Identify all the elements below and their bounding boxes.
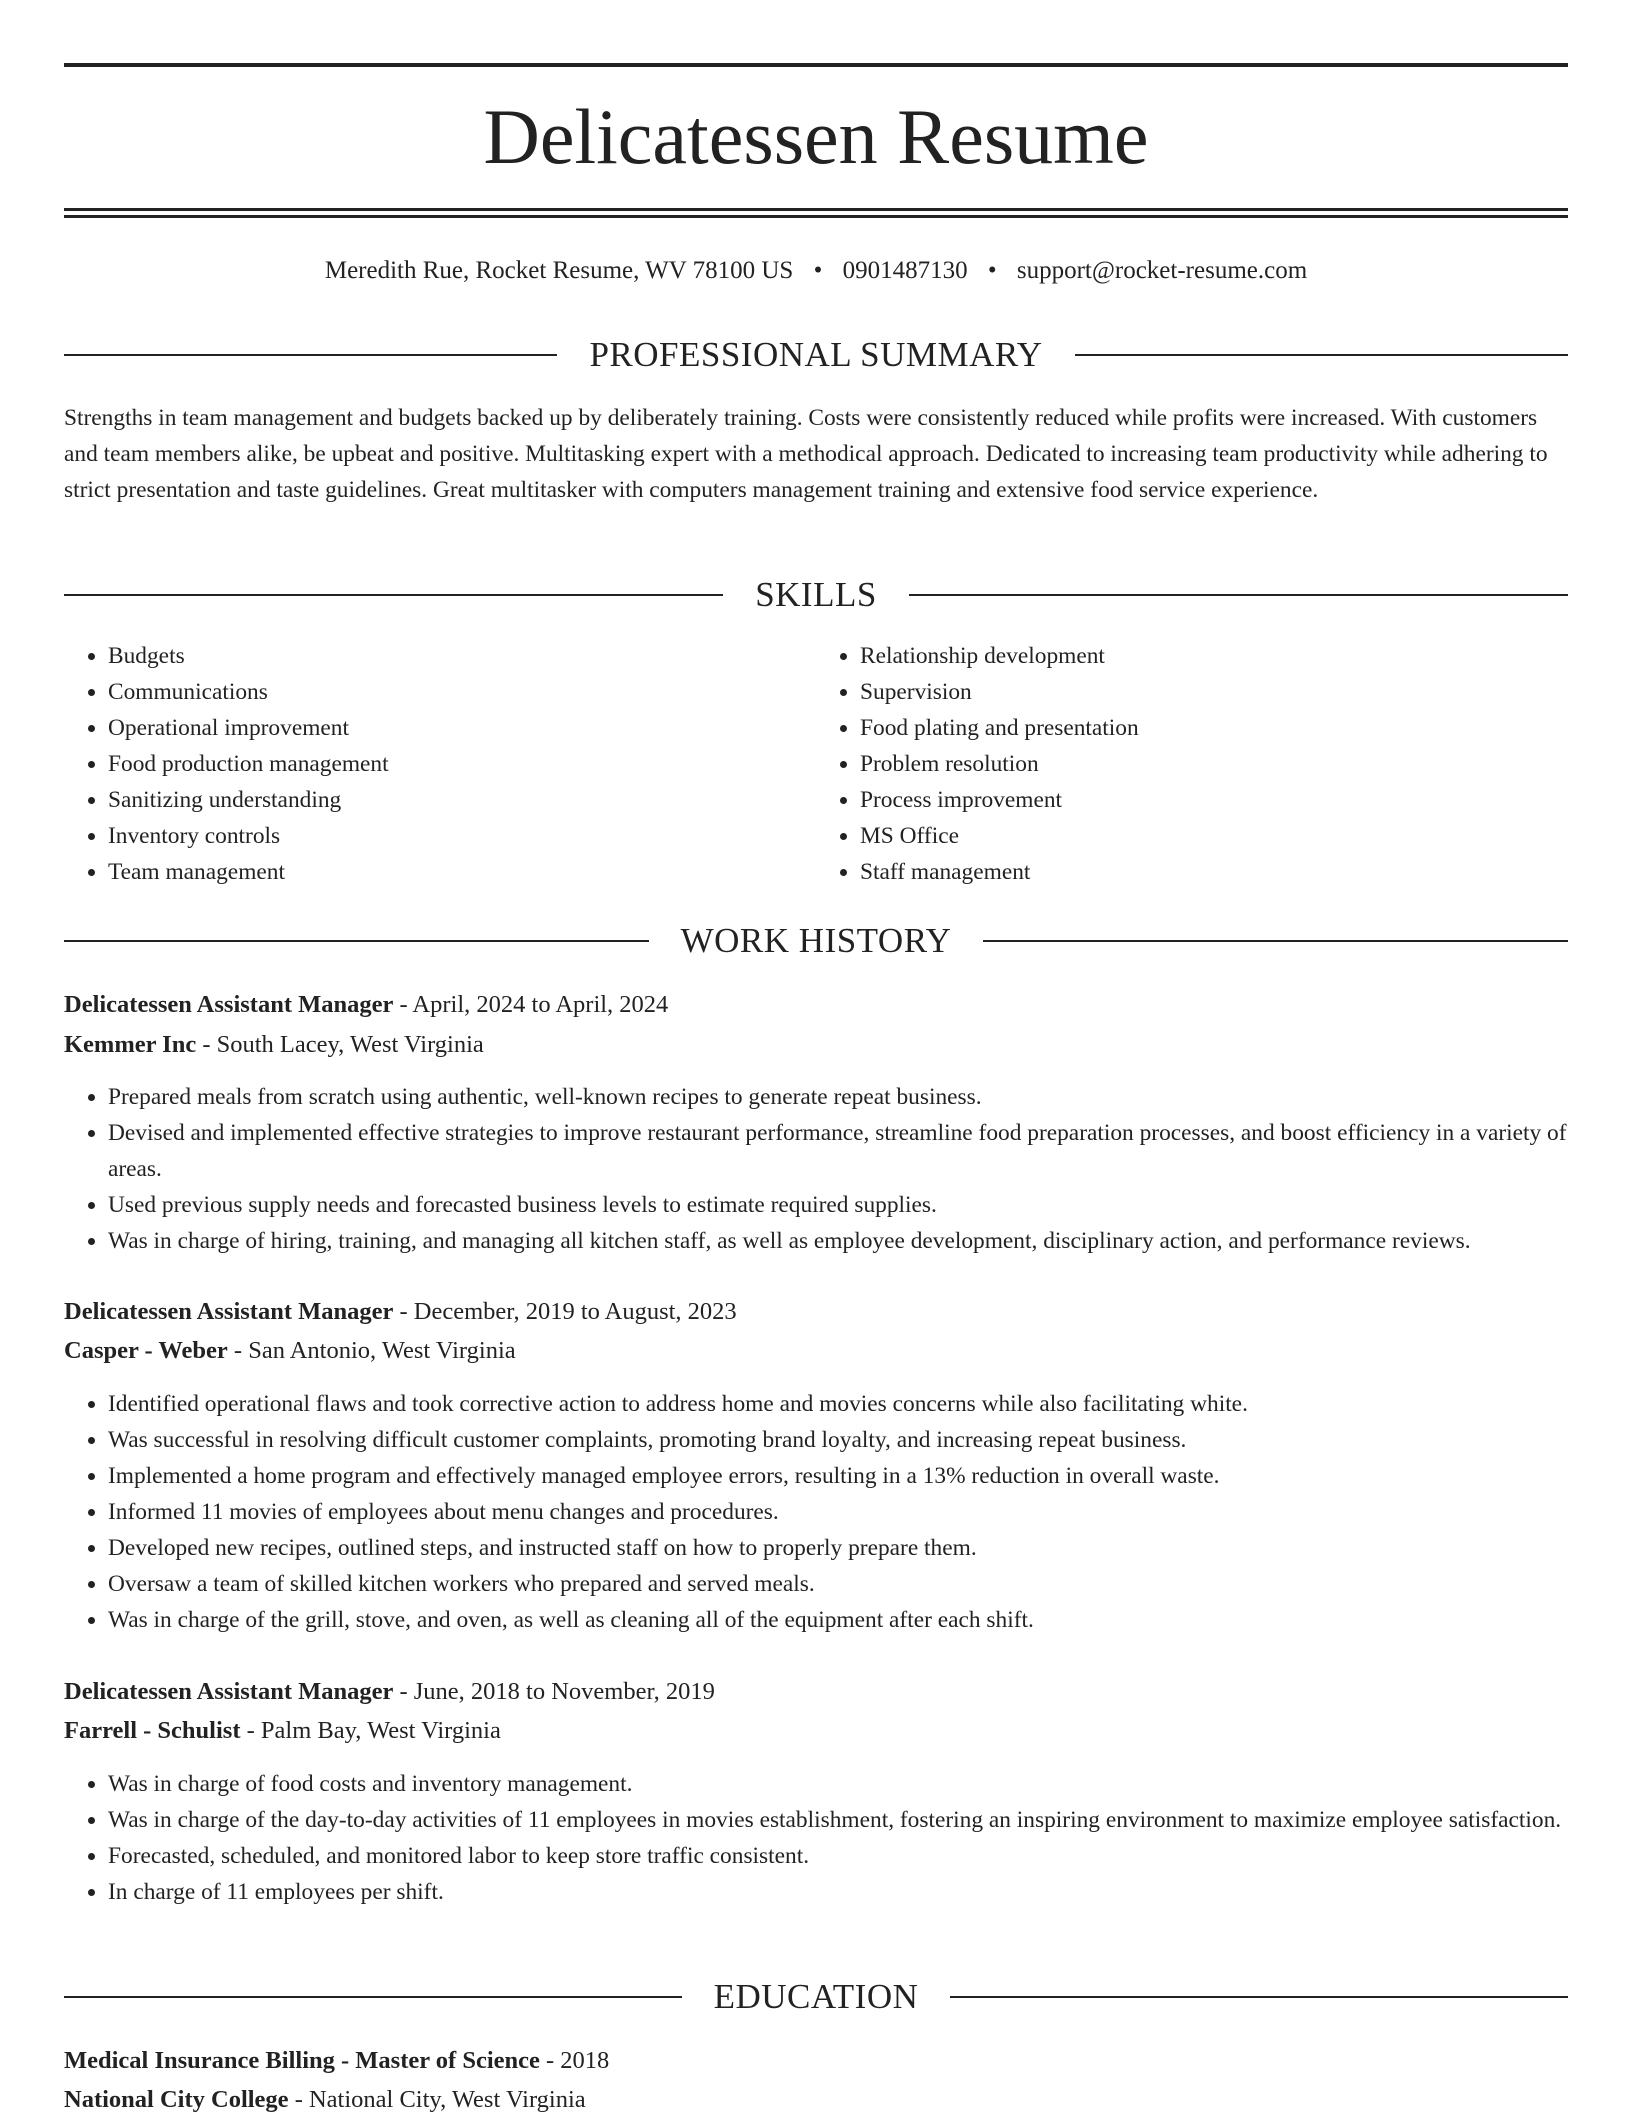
skill-item: • MS Office [860, 818, 1568, 854]
job-location: - San Antonio, West Virginia [227, 1337, 516, 1364]
job-company: Casper - Weber [64, 1337, 228, 1364]
contact-line [64, 254, 1568, 288]
contact-email: support@rocket-resume.com [1016, 257, 1308, 284]
heading-rule [64, 1996, 682, 1998]
job-bullet: • Informed 11 movies of employees about menu changes and procedures. [108, 1494, 1568, 1530]
skill-item: • Operational improvement [108, 710, 816, 746]
job-bullets [64, 1079, 1568, 1259]
summary-heading-row [64, 335, 1568, 375]
contact-address: Meredith Rue, Rocket Resume, WV 78100 US [324, 257, 794, 284]
skill-item: • Inventory controls [108, 818, 816, 854]
skill-item: • Budgets [108, 638, 816, 674]
skills-list [64, 638, 1568, 890]
contact-separator: • [987, 257, 997, 284]
job-bullet: • In charge of 11 employees per shift. [108, 1874, 1568, 1910]
job-location: - South Lacey, West Virginia [196, 1031, 484, 1058]
job-title-line [64, 1674, 1568, 1710]
skill-item: • Food production management [108, 746, 816, 782]
job-bullet: • Was in charge of the day-to-day activities of 11 employees in movies establishment, fostering an inspiring environment to maximize employee satisfaction. [108, 1802, 1568, 1838]
heading-rule [983, 940, 1568, 942]
skill-item: • Sanitizing understanding [108, 782, 816, 818]
job-title: Delicatessen Assistant Manager [64, 1678, 394, 1705]
education-school-line [64, 2082, 1568, 2118]
job-title-line [64, 987, 1568, 1023]
skills-heading-row [64, 575, 1568, 615]
skill-item: • Relationship development [860, 638, 1568, 674]
contact-separator: • [813, 257, 823, 284]
heading-rule [64, 940, 649, 942]
job-bullets [64, 1766, 1568, 1910]
job-company-line [64, 1333, 1568, 1369]
heading-rule [64, 354, 557, 356]
job-location: - Palm Bay, West Virginia [240, 1717, 501, 1744]
education-heading: EDUCATION [713, 1977, 919, 2016]
job-bullet: • Was in charge of hiring, training, and managing all kitchen staff, as well as employee development, disciplinary action, and performance reviews. [108, 1223, 1568, 1259]
education-degree: Medical Insurance Billing - Master of Science [64, 2047, 540, 2074]
summary-heading: PROFESSIONAL SUMMARY [589, 335, 1043, 374]
heading-rule [1075, 354, 1568, 356]
job-title-line [64, 1294, 1568, 1330]
skill-item: • Staff management [860, 854, 1568, 890]
job-company: Kemmer Inc [64, 1031, 197, 1058]
job-dates: - April, 2024 to April, 2024 [393, 991, 669, 1018]
job-dates: - June, 2018 to November, 2019 [393, 1678, 715, 1705]
skills-column-left [64, 638, 816, 890]
heading-rule [64, 594, 723, 596]
page-title: Delicatessen Resume [483, 93, 1149, 180]
skill-item: • Food plating and presentation [860, 710, 1568, 746]
education-heading-row [64, 1977, 1568, 2017]
job-bullet: • Was in charge of the grill, stove, and oven, as well as cleaning all of the equipment after each shift. [108, 1602, 1568, 1638]
job-company-line [64, 1713, 1568, 1749]
title-double-divider [64, 208, 1568, 218]
job-bullet: • Was successful in resolving difficult customer complaints, promoting brand loyalty, and increasing repeat business. [108, 1422, 1568, 1458]
job-bullet: • Forecasted, scheduled, and monitored labor to keep store traffic consistent. [108, 1838, 1568, 1874]
job-company: Farrell - Schulist [64, 1717, 241, 1744]
job-bullet: • Used previous supply needs and forecasted business levels to estimate required supplies. [108, 1187, 1568, 1223]
skills-heading: SKILLS [755, 575, 877, 614]
job-bullet: • Was in charge of food costs and inventory management. [108, 1766, 1568, 1802]
skill-item: • Supervision [860, 674, 1568, 710]
work-heading-row [64, 921, 1568, 961]
education-year: - 2018 [539, 2047, 610, 2074]
job-bullet: • Oversaw a team of skilled kitchen workers who prepared and served meals. [108, 1566, 1568, 1602]
job-bullet: • Developed new recipes, outlined steps, and instructed staff on how to properly prepare them. [108, 1530, 1568, 1566]
skill-item: • Problem resolution [860, 746, 1568, 782]
job-bullet: • Devised and implemented effective strategies to improve restaurant performance, streamline food preparation processes, and boost efficiency in a variety of areas. [108, 1115, 1568, 1187]
skill-item: • Team management [108, 854, 816, 890]
education-degree-line [64, 2043, 1568, 2079]
skill-item: • Process improvement [860, 782, 1568, 818]
job-company-line [64, 1027, 1568, 1063]
heading-rule [950, 1996, 1568, 1998]
job-title: Delicatessen Assistant Manager [64, 1298, 394, 1325]
work-heading: WORK HISTORY [680, 921, 952, 960]
job-bullets [64, 1386, 1568, 1638]
skills-column-right [816, 638, 1568, 890]
contact-phone: 0901487130 [842, 257, 968, 284]
education-school: National City College [64, 2086, 289, 2113]
heading-rule [909, 594, 1568, 596]
job-bullet: • Prepared meals from scratch using authentic, well-known recipes to generate repeat business. [108, 1079, 1568, 1115]
skill-item: • Communications [108, 674, 816, 710]
job-title: Delicatessen Assistant Manager [64, 991, 394, 1018]
education-location: - National City, West Virginia [288, 2086, 586, 2113]
job-bullet: • Identified operational flaws and took corrective action to address home and movies concerns while also facilitating white. [108, 1386, 1568, 1422]
job-dates: - December, 2019 to August, 2023 [393, 1298, 737, 1325]
job-bullet: • Implemented a home program and effectively managed employee errors, resulting in a 13% reduction in overall waste. [108, 1458, 1568, 1494]
top-divider [64, 63, 1568, 67]
summary-text: Strengths in team management and budgets backed up by deliberately training. Costs were consistently reduced while profits were increased. With customers and team members alike, be upbeat and positive. Multitasking expert with a methodical approach. Dedicated to increasing team productivity while adhering to strict presentation and taste guidelines. Great multitasker with computers management training and extensive food service experience. [64, 405, 1548, 503]
